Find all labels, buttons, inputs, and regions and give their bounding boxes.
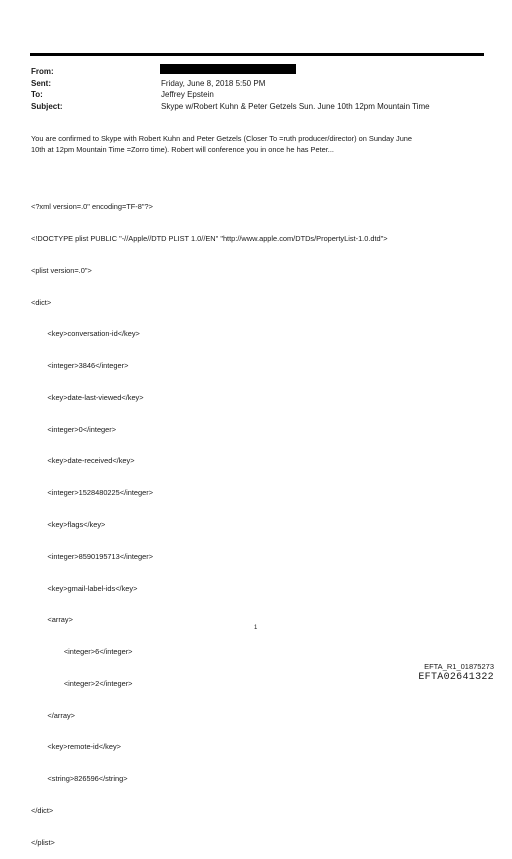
message-body	[31, 134, 481, 155]
code-line: <integer>3846</integer>	[31, 361, 129, 371]
from-label: From:	[31, 67, 54, 76]
code-line: </dict>	[31, 806, 54, 816]
code-line: <integer>2</integer>	[31, 678, 133, 688]
code-line: <key>conversation-id</key>	[31, 329, 140, 339]
code-line: <dict>	[31, 297, 52, 307]
sent-label: Sent:	[31, 79, 51, 88]
header-rule	[30, 53, 484, 56]
redaction-bar	[160, 64, 296, 74]
bates-number-secondary: EFTA02641322	[418, 672, 494, 683]
code-line: <plist version=.0">	[31, 265, 92, 275]
code-line: <key>flags</key>	[31, 520, 106, 529]
body-line-2: 10th at 12pm Mountain Time =Zorro time). Robert will conference you in once he has Peter...	[31, 144, 334, 154]
bates-number-primary: EFTA_R1_01875273	[424, 662, 494, 671]
code-line: <key>gmail-label-ids</key>	[31, 583, 138, 593]
code-line: <string>826596</string>	[31, 774, 128, 784]
subject-value: Skype w/Robert Kuhn & Peter Getzels Sun. June 10th 12pm Mountain Time	[161, 102, 430, 111]
code-line: <key>date-received</key>	[31, 456, 135, 466]
page-number: 1	[254, 625, 258, 631]
code-line: <key>remote-id</key>	[31, 742, 121, 752]
code-line: <integer>1528480225</integer>	[31, 488, 154, 498]
code-line: <integer>6</integer>	[31, 647, 133, 657]
code-line: <key>date-last-viewed</key>	[31, 392, 144, 402]
code-line: <integer>8590195713</integer>	[31, 551, 154, 561]
to-label: To:	[31, 90, 43, 99]
subject-label: Subject:	[31, 102, 63, 111]
plist-code-block	[31, 181, 388, 859]
sent-value: Friday, June 8, 2018 5:50 PM	[161, 79, 266, 88]
code-line: <?xml version=.0" encoding=TF-8"?>	[31, 202, 153, 212]
to-value: Jeffrey Epstein	[161, 90, 214, 99]
code-line: <integer>0</integer>	[31, 424, 117, 434]
body-line-1: You are confirmed to Skype with Robert Kuhn and Peter Getzels (Closer To =ruth producer/director) on Sunday June	[31, 134, 413, 143]
code-line: <!DOCTYPE plist PUBLIC "-//Apple//DTD PLIST 1.0//EN" "http://www.apple.com/DTDs/PropertyList-1.0.dtd">	[31, 233, 388, 243]
code-line: <array>	[31, 615, 73, 625]
code-line: </plist>	[31, 837, 55, 847]
code-line: </array>	[31, 710, 75, 720]
